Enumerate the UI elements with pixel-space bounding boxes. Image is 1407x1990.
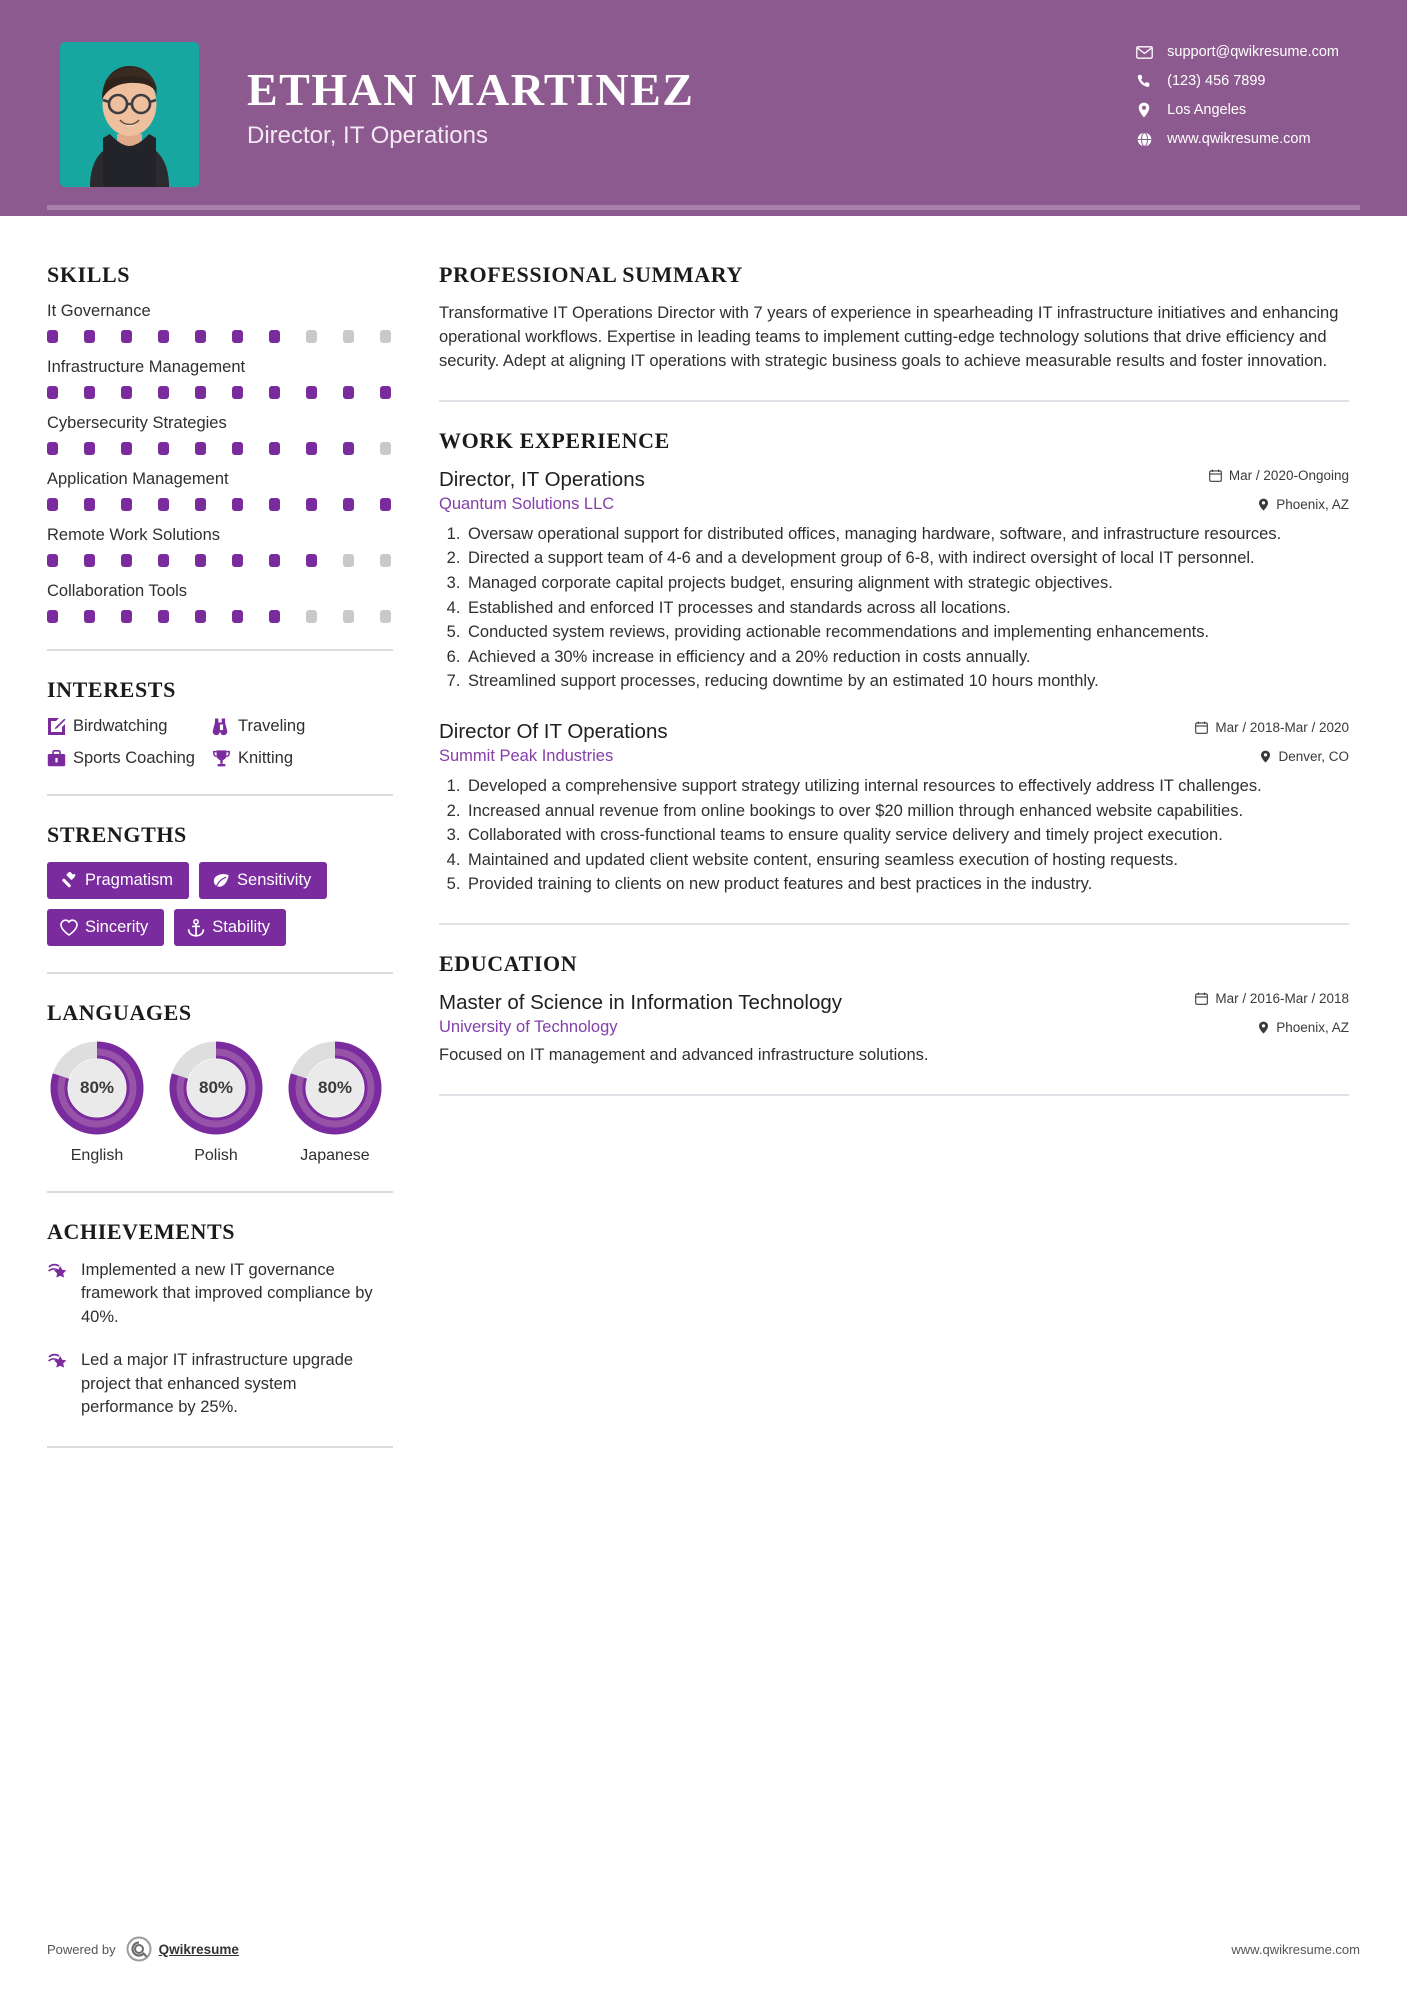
section-education <box>439 951 1349 1068</box>
calendar-icon <box>1195 992 1208 1005</box>
skill-dot-filled <box>232 442 243 455</box>
work-bullet: 5. Conducted system reviews, providing actionable recommendations and implementing enhancements. <box>465 621 1349 645</box>
interest-label: Traveling <box>238 717 306 735</box>
divider <box>439 1094 1349 1096</box>
skill-label: Infrastructure Management <box>47 358 246 376</box>
skill-dot-filled <box>306 554 317 567</box>
achievement-item <box>47 1259 393 1329</box>
language-name: Polish <box>194 1147 238 1164</box>
languages-heading: LANGUAGES <box>47 1000 192 1025</box>
skill-dot-filled <box>84 330 95 343</box>
skill-label: Remote Work Solutions <box>47 526 221 544</box>
achievement-text: Implemented a new IT governance framework that improved compliance by 40%. <box>81 1261 373 1326</box>
work-bullet: 5. Provided training to clients on new product features and best practices in the industry. <box>465 873 1349 897</box>
section-strengths <box>47 822 393 946</box>
job-company[interactable]: Quantum Solutions LLC <box>439 494 615 513</box>
education-location-value: Phoenix, AZ <box>1276 1019 1349 1035</box>
job-location <box>1258 497 1349 512</box>
skill-label: Application Management <box>47 470 229 488</box>
achievements-heading: ACHIEVEMENTS <box>47 1219 236 1244</box>
page-title: ETHAN MARTINEZ <box>247 64 695 115</box>
interest-item <box>212 749 393 768</box>
skill-dot-empty <box>306 610 317 623</box>
skill-dot-filled <box>121 554 132 567</box>
job-date-value: Mar / 2020-Ongoing <box>1228 467 1349 483</box>
main-column <box>395 216 1407 1474</box>
skill-dot-filled <box>269 330 280 343</box>
language-donut-chart <box>287 1040 383 1136</box>
map-marker-icon <box>1258 498 1269 511</box>
pen-square-icon <box>47 717 73 736</box>
gavel-icon <box>60 872 85 890</box>
skill-dot-filled <box>269 442 280 455</box>
skill-dot-filled <box>269 610 280 623</box>
work-heading: WORK EXPERIENCE <box>439 427 670 453</box>
skill-dot-filled <box>232 610 243 623</box>
skill-dot-filled <box>121 498 132 511</box>
strengths-heading: STRENGTHS <box>47 822 187 847</box>
work-bullet: 4. Established and enforced IT processes and standards across all locations. <box>465 597 1349 621</box>
skill-dot-filled <box>343 386 354 399</box>
contact-location <box>1133 102 1339 118</box>
skill-dot-filled <box>380 498 391 511</box>
language-donut-chart <box>49 1040 145 1136</box>
footer-website[interactable]: www.qwikresume.com <box>1231 1941 1360 1957</box>
map-marker-icon <box>1258 1021 1269 1034</box>
skills-list <box>47 302 393 623</box>
degree-title: Master of Science in Information Technology <box>439 990 843 1014</box>
jobs-list <box>439 468 1349 897</box>
interest-item <box>212 717 393 736</box>
skill-item <box>47 526 393 567</box>
work-bullet: 3. Collaborated with cross-functional teams to ensure quality service delivery and timely project execution. <box>465 824 1349 848</box>
contact-website[interactable] <box>1133 131 1339 147</box>
skill-dot-filled <box>158 610 169 623</box>
summary-text: Transformative IT Operations Director with 7 years of experience in spearheading IT infrastructure initiatives and enhancing operational workflows. Expertise in leading teams to implement cutting-edge technology solutions that drive efficiency and security. Adept at aligning IT operations with strategic business goals to achieve measurable results and foster innovation. <box>439 304 1339 370</box>
language-name: English <box>70 1147 124 1164</box>
strength-label: Sincerity <box>85 918 149 936</box>
skill-dot-filled <box>195 498 206 511</box>
header-job-title: Director, IT Operations <box>247 122 488 150</box>
work-bullets <box>439 775 1349 897</box>
divider <box>439 400 1349 402</box>
strength-label: Sensitivity <box>237 871 312 889</box>
job-company[interactable]: Summit Peak Industries <box>439 746 614 765</box>
skill-dot-empty <box>380 554 391 567</box>
skill-dot-filled <box>121 610 132 623</box>
contact-list <box>1133 44 1339 147</box>
education-entry <box>439 991 1349 1068</box>
skill-dot-filled <box>195 610 206 623</box>
job-date <box>1195 720 1349 735</box>
star-badge-icon <box>47 1349 81 1419</box>
skill-dot-filled <box>232 554 243 567</box>
footer <box>47 1936 1360 1962</box>
work-experience-entry <box>439 468 1349 694</box>
skill-dot-filled <box>47 498 58 511</box>
work-bullet: 1. Oversaw operational support for distributed offices, managing hardware, software, and infrastructure resources. <box>465 523 1349 547</box>
work-bullet: 2. Increased annual revenue from online bookings to over $20 million through enhanced website capabilities. <box>465 800 1349 824</box>
skill-rating-dots <box>47 330 393 343</box>
skill-dot-empty <box>380 442 391 455</box>
contact-email-value: support@qwikresume.com <box>1167 44 1339 60</box>
strength-badge <box>47 862 189 899</box>
skill-dot-filled <box>195 554 206 567</box>
section-achievements <box>47 1219 393 1420</box>
job-date-value: Mar / 2018-Mar / 2020 <box>1215 719 1349 735</box>
skill-dot-filled <box>269 386 280 399</box>
skill-dot-filled <box>47 610 58 623</box>
section-work-experience <box>439 428 1349 897</box>
phone-icon <box>1133 73 1155 89</box>
interest-label: Sports Coaching <box>73 749 195 767</box>
strength-badge <box>174 909 286 946</box>
interest-label: Knitting <box>238 749 294 767</box>
sidebar <box>0 216 395 1474</box>
education-heading: EDUCATION <box>439 950 578 976</box>
school-name[interactable]: University of Technology <box>439 1017 618 1036</box>
job-location-value: Denver, CO <box>1278 748 1349 764</box>
skill-dot-empty <box>380 610 391 623</box>
contact-website-value: www.qwikresume.com <box>1167 131 1311 147</box>
skill-dot-filled <box>158 330 169 343</box>
interest-item <box>47 717 212 736</box>
divider <box>47 1446 393 1448</box>
languages-list <box>47 1040 393 1165</box>
skill-dot-filled <box>269 498 280 511</box>
binoculars-icon <box>212 717 238 736</box>
strength-badge <box>47 909 164 946</box>
skill-dot-filled <box>195 330 206 343</box>
skill-dot-filled <box>269 554 280 567</box>
skill-dot-filled <box>47 386 58 399</box>
contact-location-value: Los Angeles <box>1167 102 1247 118</box>
language-percent: 80% <box>198 1078 234 1097</box>
map-marker-icon <box>1260 750 1271 763</box>
strengths-list <box>47 862 393 946</box>
language-percent: 80% <box>79 1078 115 1097</box>
divider <box>47 649 393 651</box>
skill-dot-filled <box>195 386 206 399</box>
language-item <box>47 1040 147 1165</box>
skill-dot-filled <box>84 498 95 511</box>
divider <box>47 972 393 974</box>
envelope-icon <box>1133 44 1155 60</box>
briefcase-icon <box>47 749 73 768</box>
skill-dot-filled <box>158 386 169 399</box>
interests-heading: INTERESTS <box>47 677 176 702</box>
interests-list <box>47 717 393 768</box>
brand-logo[interactable] <box>126 1936 239 1962</box>
calendar-icon <box>1209 469 1222 482</box>
skill-item <box>47 582 393 623</box>
skill-item <box>47 470 393 511</box>
education-date-value: Mar / 2016-Mar / 2018 <box>1215 990 1349 1006</box>
language-percent: 80% <box>317 1078 353 1097</box>
skill-dot-filled <box>158 442 169 455</box>
skill-dot-filled <box>121 330 132 343</box>
skill-dot-filled <box>232 498 243 511</box>
skill-dot-filled <box>306 386 317 399</box>
job-date <box>1209 468 1349 483</box>
education-list <box>439 991 1349 1068</box>
skill-dot-filled <box>343 442 354 455</box>
language-name: Japanese <box>300 1147 370 1164</box>
skill-dot-filled <box>47 554 58 567</box>
skill-dot-filled <box>47 330 58 343</box>
calendar-icon <box>1195 721 1208 734</box>
skill-dot-empty <box>343 610 354 623</box>
job-role: Director Of IT Operations <box>439 719 668 743</box>
header-accent-bar <box>47 205 1360 210</box>
skill-label: It Governance <box>47 302 151 320</box>
heart-icon <box>60 919 85 936</box>
skill-dot-filled <box>84 442 95 455</box>
job-role: Director, IT Operations <box>439 467 645 491</box>
skill-dot-filled <box>121 442 132 455</box>
job-location <box>1260 749 1349 764</box>
divider <box>47 794 393 796</box>
work-bullets <box>439 523 1349 694</box>
achievement-item <box>47 1349 393 1419</box>
section-skills <box>47 262 393 623</box>
profile-photo-illustration <box>60 42 199 187</box>
divider <box>47 1191 393 1193</box>
strength-label: Stability <box>212 918 271 936</box>
section-languages <box>47 1000 393 1165</box>
education-description: Focused on IT management and advanced infrastructure solutions. <box>439 1045 929 1064</box>
resume-body <box>0 216 1407 1474</box>
skill-dot-empty <box>306 330 317 343</box>
summary-heading: PROFESSIONAL SUMMARY <box>439 262 743 287</box>
education-location <box>1258 1020 1349 1035</box>
education-date <box>1195 991 1349 1006</box>
skill-dot-empty <box>343 554 354 567</box>
skill-rating-dots <box>47 386 393 399</box>
achievements-list <box>47 1259 393 1420</box>
strength-label: Pragmatism <box>85 871 174 889</box>
skill-dot-filled <box>306 442 317 455</box>
globe-icon <box>1133 131 1155 147</box>
brand-name: Qwikresume <box>158 1941 239 1957</box>
powered-by-label: Powered by <box>47 1941 116 1957</box>
skill-dot-empty <box>380 330 391 343</box>
skill-dot-filled <box>158 498 169 511</box>
skill-rating-dots <box>47 610 393 623</box>
skill-dot-filled <box>380 386 391 399</box>
skill-dot-filled <box>306 498 317 511</box>
skill-dot-filled <box>343 498 354 511</box>
skill-dot-empty <box>343 330 354 343</box>
work-bullet: 7. Streamlined support processes, reducing downtime by an estimated 10 hours monthly. <box>465 670 1349 694</box>
language-item <box>285 1040 385 1165</box>
skill-dot-filled <box>158 554 169 567</box>
skill-dot-filled <box>195 442 206 455</box>
skill-dot-filled <box>232 330 243 343</box>
skill-item <box>47 302 393 343</box>
star-badge-icon <box>47 1259 81 1329</box>
skill-label: Collaboration Tools <box>47 582 188 600</box>
section-professional-summary <box>439 262 1349 374</box>
skill-dot-filled <box>121 386 132 399</box>
skill-dot-filled <box>232 386 243 399</box>
skill-dot-filled <box>84 386 95 399</box>
section-interests <box>47 677 393 768</box>
name-block <box>247 66 695 150</box>
language-donut-chart <box>168 1040 264 1136</box>
skill-dot-filled <box>84 554 95 567</box>
skill-item <box>47 358 393 399</box>
skill-item <box>47 414 393 455</box>
interest-label: Birdwatching <box>73 717 168 735</box>
leaf-icon <box>212 872 237 890</box>
skills-heading: SKILLS <box>47 262 131 287</box>
work-experience-entry <box>439 720 1349 897</box>
contact-email[interactable] <box>1133 44 1339 60</box>
skill-rating-dots <box>47 442 393 455</box>
skill-dot-filled <box>47 442 58 455</box>
avatar <box>60 42 199 187</box>
qwikresume-logo-icon <box>126 1936 152 1962</box>
interest-item <box>47 749 212 768</box>
work-bullet: 2. Directed a support team of 4-6 and a development group of 6-8, with indirect oversight of local IT personnel. <box>465 547 1349 571</box>
anchor-icon <box>187 919 212 937</box>
strength-badge <box>199 862 327 899</box>
divider <box>439 923 1349 925</box>
achievement-text: Led a major IT infrastructure upgrade project that enhanced system performance by 25%. <box>81 1351 354 1417</box>
resume-header <box>0 0 1407 216</box>
job-location-value: Phoenix, AZ <box>1276 496 1349 512</box>
work-bullet: 6. Achieved a 30% increase in efficiency and a 20% reduction in costs annually. <box>465 646 1349 670</box>
trophy-icon <box>212 749 238 768</box>
contact-phone[interactable] <box>1133 73 1339 89</box>
work-bullet: 3. Managed corporate capital projects budget, ensuring alignment with strategic objectives. <box>465 572 1349 596</box>
work-bullet: 4. Maintained and updated client website content, ensuring seamless execution of hosting requests. <box>465 849 1349 873</box>
skill-rating-dots <box>47 498 393 511</box>
skill-rating-dots <box>47 554 393 567</box>
language-item <box>166 1040 266 1165</box>
skill-label: Cybersecurity Strategies <box>47 414 227 432</box>
skill-dot-filled <box>84 610 95 623</box>
contact-phone-value: (123) 456 7899 <box>1167 73 1266 89</box>
work-bullet: 1. Developed a comprehensive support strategy utilizing internal resources to effectively address IT challenges. <box>465 775 1349 799</box>
location-pin-icon <box>1133 102 1155 118</box>
